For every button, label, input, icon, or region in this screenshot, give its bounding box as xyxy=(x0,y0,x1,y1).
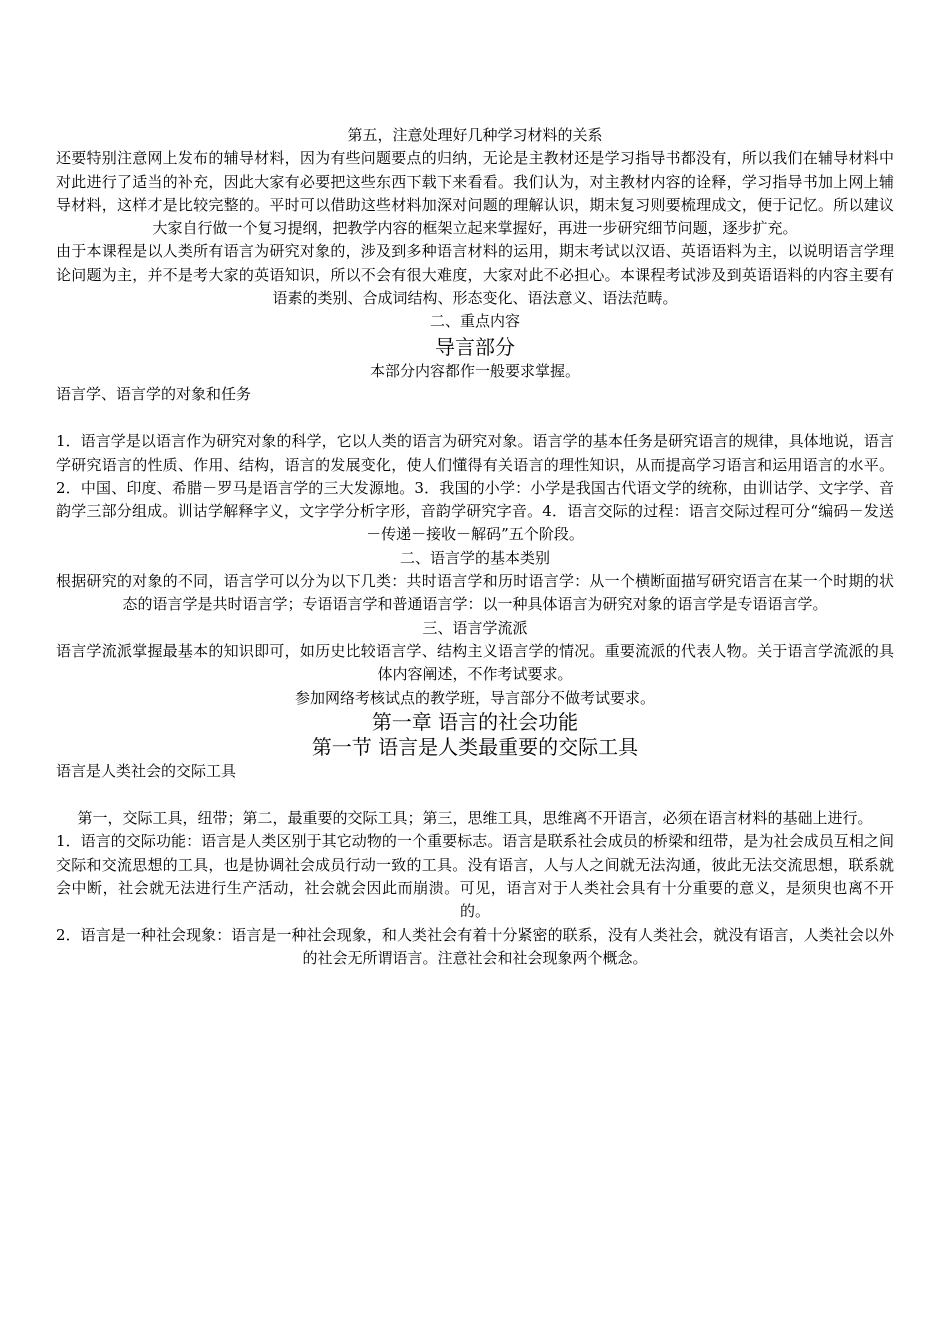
section1-paragraph-0: 第一，交际工具，纽带；第二，最重要的交际工具；第三，思维工具，思维离不开语言，必须在语言材料的基础上进行。 xyxy=(77,809,873,828)
spacer xyxy=(56,406,894,430)
schools-note: 参加网络考核试点的教学班，导言部分不做考试要求。 xyxy=(294,688,655,707)
spacer xyxy=(56,783,894,807)
section5-paragraph-1: 还要特别注意网上发布的辅导材料，因为有些问题要点的归纳，无论是主教材还是学习指导书都没有，所以我们在辅导材料中对此进行了适当的补充，因此大家有必要把这些东西下载下来看看。我们认为，对主教材内容的诠释，学习指导书加上网上辅导材料，这样才是比较完整的。平时可以借助这些材料加深对问题的理解认识，期末复习则要梳理成文，便于记忆。所以建议大家自行做一个复习提纲，把教学内容的框架立起来掌握好，再进一步研究细节问题，逐步扩充。 xyxy=(56,149,894,238)
section1-title: 第一节 语言是人类最重要的交际工具 xyxy=(311,734,639,759)
intro-paragraph: 1．语言学是以语言作为研究对象的科学，它以人类的语言为研究对象。语言学的基本任务是研究语言的规律，具体地说，语言学研究语言的性质、作用、结构，语言的发展变化，使人们懂得有关语言的理性知识，从而提高学习语言和运用语言的水平。2．中国、印度、希腊－罗马是语言学的三大发源地。3．我国的小学：小学是我国古代语文学的统称，由训诂学、文字学、音韵学三部分组成。训诂学解释字义，文字学分析字形，音韵学研究字音。4．语言交际的过程：语言交际过程可分“编码－发送－传递－接收－解码”五个阶段。 xyxy=(56,432,894,544)
types-paragraph: 根据研究的对象的不同，语言学可以分为以下几类：共时语言学和历时语言学：从一个横断面描写研究语言在某一个时期的状态的语言学是共时语言学；专语语言学和普通语言学：以一种具体语言为研究对象的语言学是专语语言学。 xyxy=(56,572,894,614)
intro-note: 本部分内容都作一般要求掌握。 xyxy=(369,361,580,380)
section5-paragraph-2: 由于本课程是以人类所有语言为研究对象的，涉及到多种语言材料的运用，期末考试以汉语、英语语料为主，以说明语言学理论问题为主，并不是考大家的英语知识，所以不会有很大难度，大家对此不必担心。本课程考试涉及到英语语料的内容主要有语素的类别、合成词结构、形态变化、语法意义、语法范畴。 xyxy=(56,242,894,308)
types-title: 二、语言学的基本类别 xyxy=(399,548,550,567)
section1-subtitle: 语言是人类社会的交际工具 xyxy=(56,761,237,780)
schools-paragraph: 语言学流派掌握最基本的知识即可，如历史比较语言学、结构主义语言学的情况。重要流派的代表人物。关于语言学流派的具体内容阐述，不作考试要求。 xyxy=(56,641,894,684)
intro-subtitle: 语言学、语言学的对象和任务 xyxy=(56,384,252,403)
section1-paragraph-1: 1．语言的交际功能：语言是人类区别于其它动物的一个重要标志。语言是联系社会成员的桥梁和纽带，是为社会成员互相之间交际和交流思想的工具，也是协调社会成员行动一致的工具。没有语言，人与人之间就无法沟通，彼此无法交流思想，联系就会中断，社会就无法进行生产活动，社会就会因此而崩溃。可见，语言对于人类社会具有十分重要的意义，是须臾也离不开的。 xyxy=(56,832,894,921)
key-content-title: 二、重点内容 xyxy=(429,312,520,331)
section1-paragraph-2: 2．语言是一种社会现象：语言是一种社会现象，和人类社会有着十分紧密的联系，没有人类社会，就没有语言，人类社会以外的社会无所谓语言。注意社会和社会现象两个概念。 xyxy=(56,925,894,967)
intro-title: 导言部分 xyxy=(435,334,515,359)
schools-title: 三、语言学流派 xyxy=(422,618,528,637)
section5-title: 第五，注意处理好几种学习材料的关系 xyxy=(347,126,603,144)
chapter1-title: 第一章 语言的社会功能 xyxy=(371,709,579,734)
